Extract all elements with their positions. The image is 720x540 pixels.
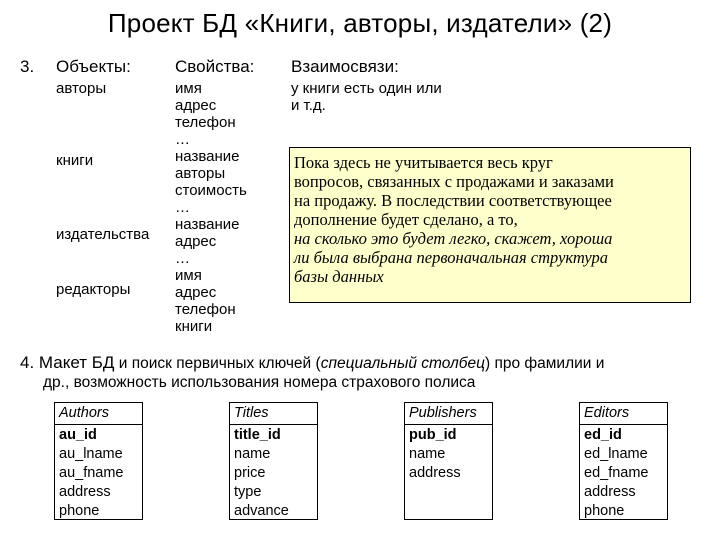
property: телефон xyxy=(175,301,236,318)
table-name: Titles xyxy=(230,403,317,425)
object-editors: редакторы xyxy=(56,281,131,298)
table-name: Authors xyxy=(55,403,142,425)
table-field: ed_lname xyxy=(584,446,648,462)
section-4-number: 4. xyxy=(20,353,35,372)
table-name: Publishers xyxy=(405,403,492,425)
note-line-italic: на сколько это будет легко, скажет, хороша xyxy=(294,229,613,248)
property: авторы xyxy=(175,165,226,182)
object-authors: авторы xyxy=(56,80,107,97)
objects-header: Объекты: xyxy=(56,57,131,76)
table-field: au_fname xyxy=(59,465,124,481)
table-fields xyxy=(405,425,492,483)
property: стоимость xyxy=(175,182,247,199)
table-field: phone xyxy=(59,503,100,519)
primary-key-field: pub_id xyxy=(409,427,457,443)
table-field: au_lname xyxy=(59,446,123,462)
table-fields xyxy=(55,425,142,521)
note-line-italic: ли была выбрана первоначальная структура xyxy=(294,248,609,267)
table-fields xyxy=(230,425,317,521)
property: название xyxy=(175,216,240,233)
object-books: книги xyxy=(56,152,94,169)
table-name: Editors xyxy=(580,403,667,425)
relations-line: у книги есть один или xyxy=(291,80,442,97)
note-line: вопросов, связанных с продажами и заказами xyxy=(294,172,614,191)
table-field: name xyxy=(234,446,271,462)
property: имя xyxy=(175,267,202,284)
note-line: Пока здесь не учитывается весь круг xyxy=(294,153,553,172)
table-field: price xyxy=(234,465,266,481)
section-4-line-1: 4. Макет БД и поиск первичных ключей (специальный столбец) про фамилии и xyxy=(20,353,605,372)
property: адрес xyxy=(175,233,217,250)
property: книги xyxy=(175,318,213,335)
section-3-number: 3. xyxy=(20,57,35,76)
table-editors xyxy=(579,402,668,520)
property: … xyxy=(175,250,190,267)
table-field: ed_fname xyxy=(584,465,649,481)
relations-line: и т.д. xyxy=(291,97,326,114)
table-field: address xyxy=(584,484,636,500)
property: … xyxy=(175,131,190,148)
table-fields xyxy=(580,425,667,521)
table-titles xyxy=(229,402,318,520)
note-line: дополнение будет сделано, а то, xyxy=(294,210,518,229)
page-title: Проект БД «Книги, авторы, издатели» (2) xyxy=(107,8,613,38)
table-field: advance xyxy=(234,503,289,519)
property: … xyxy=(175,199,190,216)
primary-key-field: au_id xyxy=(59,427,97,443)
properties-list xyxy=(175,80,247,335)
object-publishers: издательства xyxy=(56,226,150,243)
primary-key-field: ed_id xyxy=(584,427,622,443)
note-line: на продажу. В последствии соответствующее xyxy=(294,191,612,210)
table-field: address xyxy=(409,465,461,481)
primary-key-field: title_id xyxy=(234,427,281,443)
property: имя xyxy=(175,80,202,97)
property: название xyxy=(175,148,240,165)
relations-header: Взаимосвязи: xyxy=(291,57,399,76)
property: адрес xyxy=(175,97,217,114)
properties-header: Свойства: xyxy=(175,57,255,76)
relations-text xyxy=(291,80,442,114)
table-field: phone xyxy=(584,503,625,519)
section-4-line-2: др., возможность использования номера страхового полиса xyxy=(43,374,476,391)
note-line-italic: базы данных xyxy=(294,267,384,286)
table-field: address xyxy=(59,484,111,500)
table-authors xyxy=(54,402,143,520)
table-field: type xyxy=(234,484,262,500)
property: адрес xyxy=(175,284,217,301)
note-box xyxy=(289,147,691,303)
section-4 xyxy=(20,353,604,392)
table-field: name xyxy=(409,446,446,462)
property: телефон xyxy=(175,114,236,131)
table-publishers xyxy=(404,402,493,520)
